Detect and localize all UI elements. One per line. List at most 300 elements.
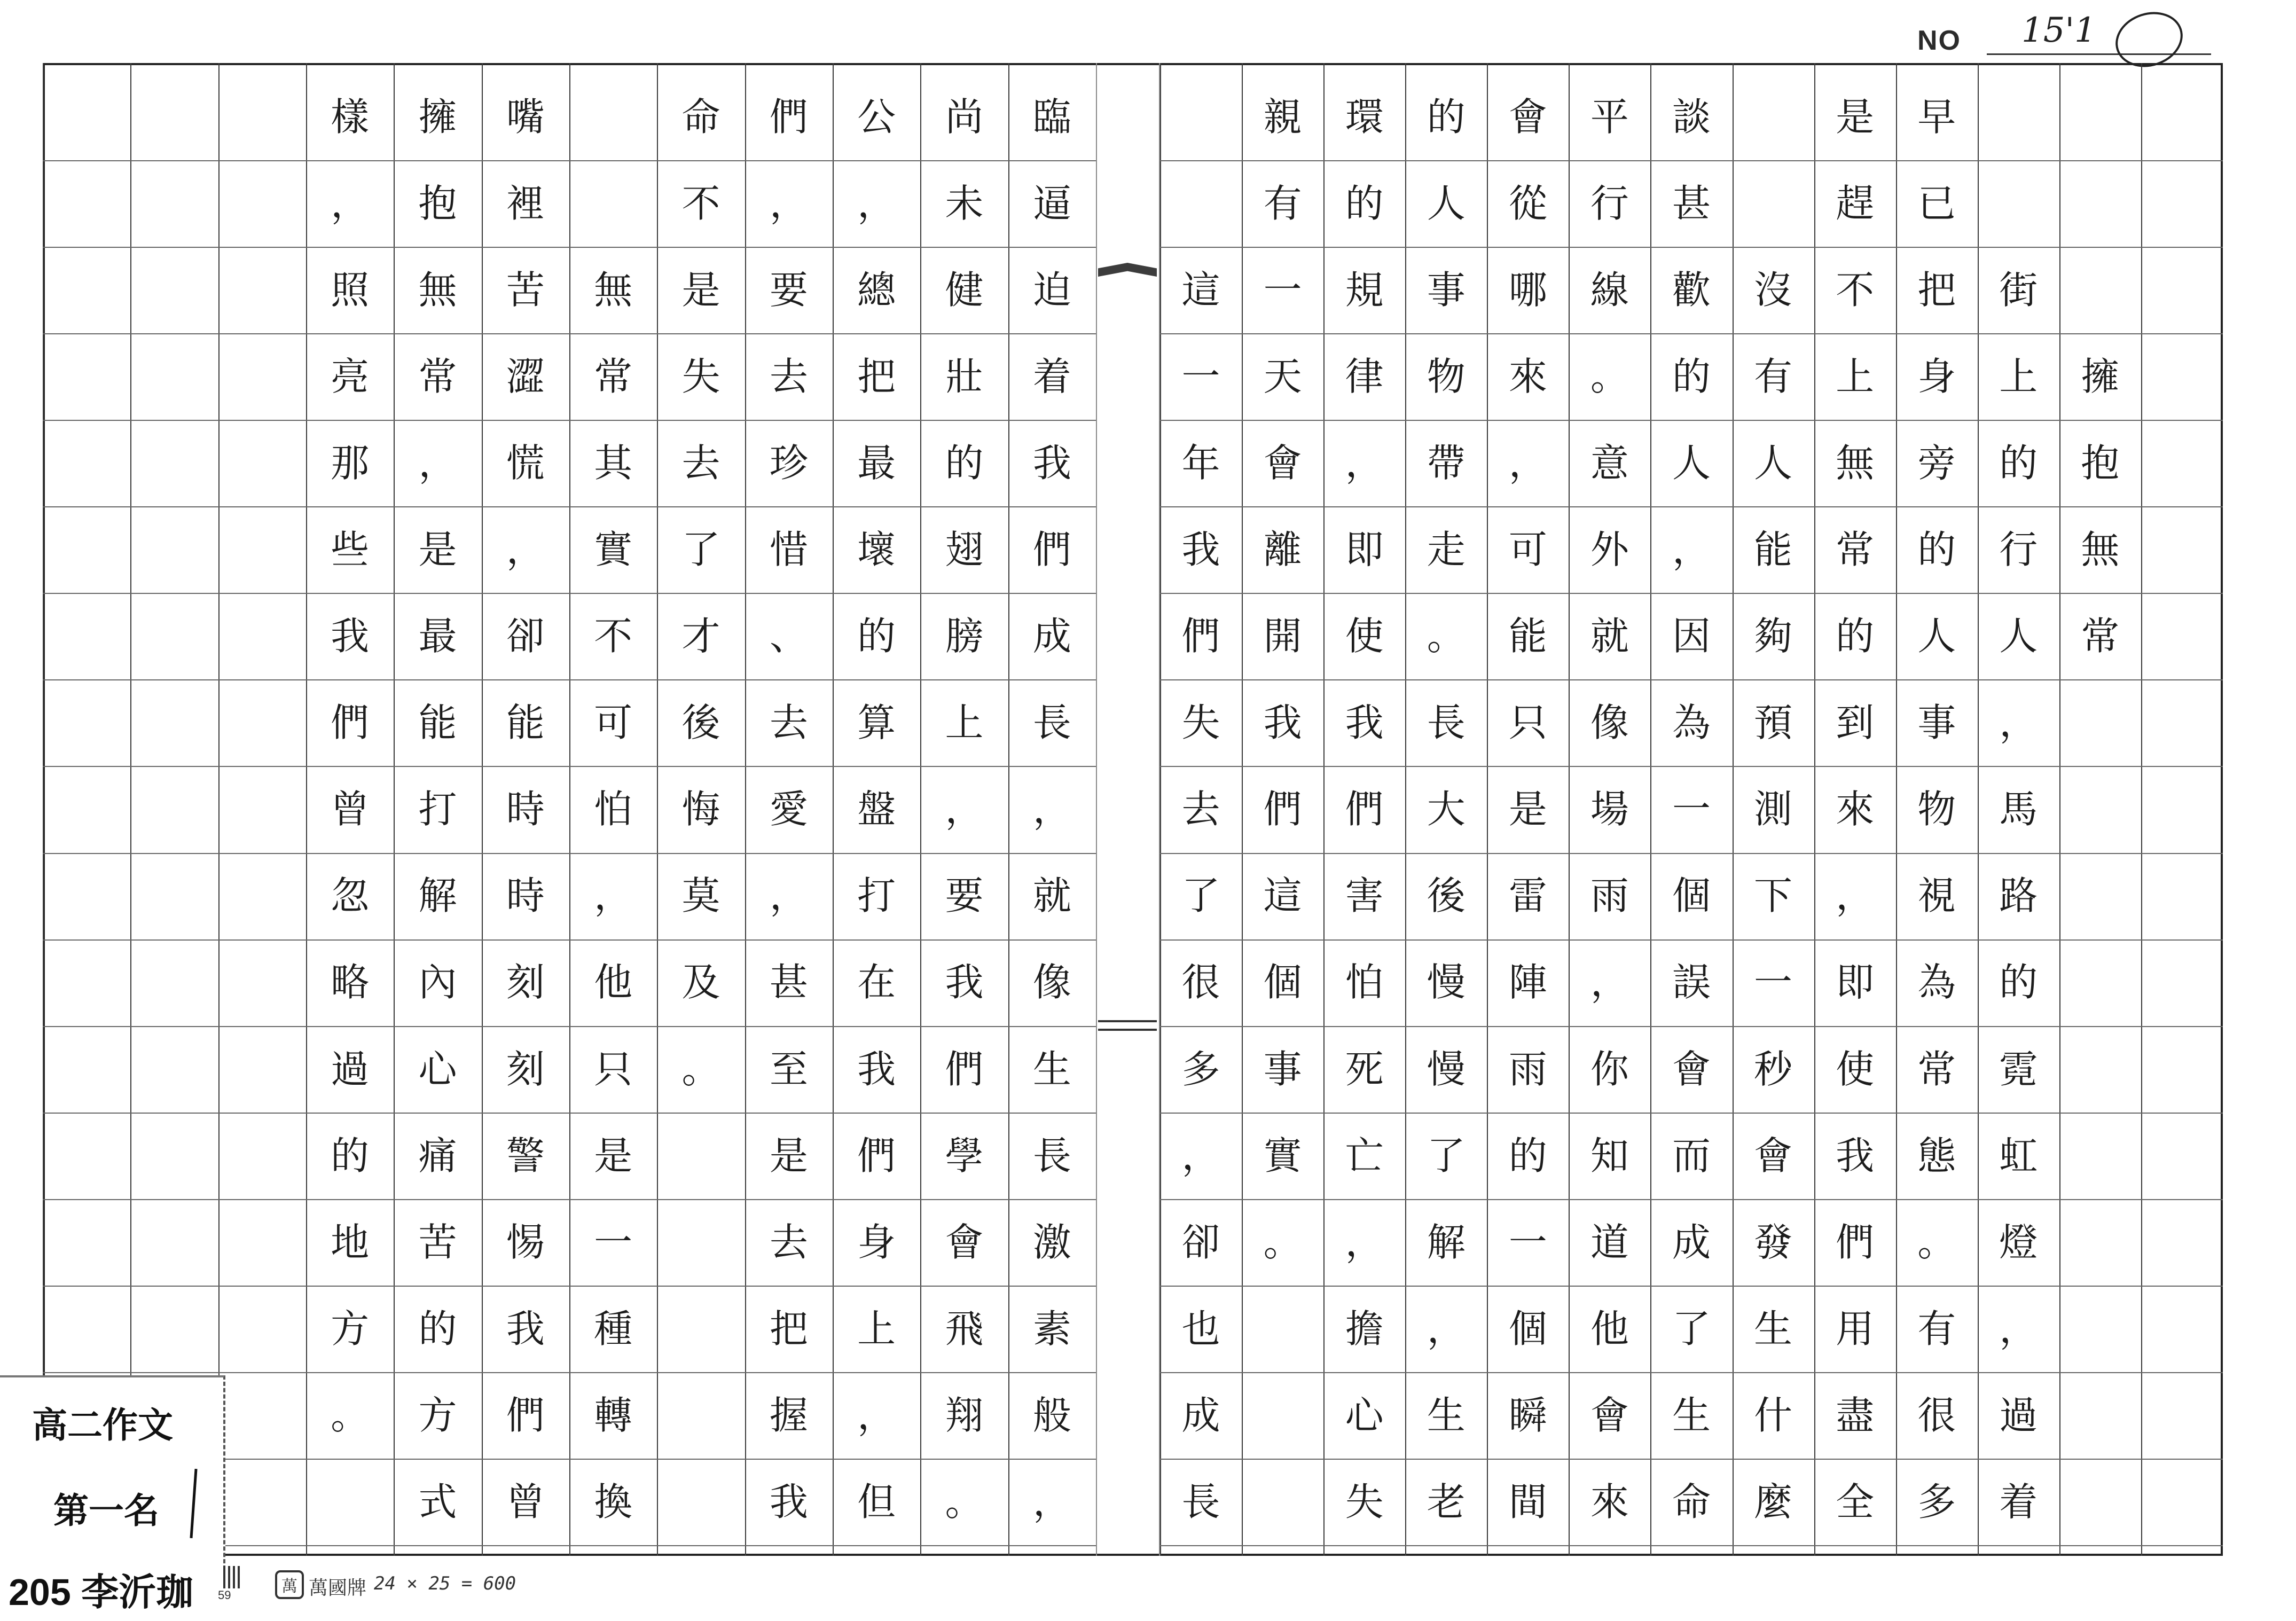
essay-char: 我	[1181, 527, 1220, 573]
essay-char: 擁	[418, 95, 457, 140]
essay-char: 們	[1836, 1219, 1875, 1265]
essay-char: 會	[1672, 1046, 1711, 1092]
essay-char: 行	[1590, 181, 1629, 226]
essay-char: 去	[769, 1219, 808, 1265]
essay-char	[130, 420, 218, 506]
essay-char	[43, 766, 130, 852]
essay-char: 線	[1590, 268, 1629, 313]
essay-char: 有	[1754, 354, 1793, 400]
essay-char: 帶	[1427, 441, 1466, 486]
essay-char: 來	[1508, 354, 1547, 400]
essay-column	[833, 74, 920, 1548]
essay-char: ，	[1345, 1219, 1384, 1265]
number-underline	[1987, 53, 2211, 55]
essay-char: 你	[1590, 1046, 1629, 1092]
essay-char: 抱	[2081, 441, 2120, 486]
essay-char: 人	[1672, 441, 1711, 486]
essay-char: 但	[857, 1479, 896, 1524]
essay-char	[43, 506, 130, 593]
essay-char: 照	[331, 268, 370, 313]
essay-char: 成	[1032, 614, 1071, 659]
essay-column	[218, 74, 306, 1548]
essay-char: ，	[1836, 873, 1875, 919]
essay-char	[2141, 1459, 2223, 1545]
essay-char: 沒	[1754, 268, 1793, 313]
essay-char: 卻	[506, 614, 545, 659]
essay-char	[1160, 74, 1242, 160]
essay-char: 身	[857, 1219, 896, 1265]
essay-char	[2141, 1113, 2223, 1199]
essay-char	[43, 420, 130, 506]
essay-char: 開	[1263, 614, 1302, 659]
essay-char: 轉	[594, 1392, 633, 1438]
essay-char: 種	[594, 1306, 633, 1351]
essay-char: 裡	[506, 181, 545, 226]
essay-char	[2141, 679, 2223, 766]
essay-char: 苦	[506, 268, 545, 313]
essay-char	[1242, 1459, 1323, 1545]
essay-char: 健	[945, 268, 984, 313]
essay-char: 那	[331, 441, 370, 486]
essay-char: 來	[1590, 1479, 1629, 1524]
essay-char: 慢	[1427, 1046, 1466, 1092]
essay-char	[43, 852, 130, 939]
essay-char: 大	[1427, 787, 1466, 832]
essay-char: 。	[1590, 354, 1629, 400]
essay-char	[2141, 1026, 2223, 1113]
essay-char: 我	[945, 960, 984, 1005]
essay-char: 方	[418, 1392, 457, 1438]
essay-char: 激	[1032, 1219, 1071, 1265]
essay-char: 一	[1508, 1219, 1547, 1265]
essay-char: 生	[1754, 1306, 1793, 1351]
essay-column	[569, 74, 657, 1548]
essay-char: 個	[1263, 960, 1302, 1005]
essay-char: 們	[945, 1046, 984, 1092]
essay-char	[2059, 1459, 2141, 1545]
essay-column	[1405, 74, 1487, 1548]
essay-char: 什	[1754, 1392, 1793, 1438]
essay-char	[2059, 1286, 2141, 1372]
essay-char: 誤	[1672, 960, 1711, 1005]
essay-char: 失	[681, 354, 720, 400]
essay-char: 我	[769, 1479, 808, 1524]
essay-char: 知	[1590, 1133, 1629, 1178]
essay-char: 早	[1917, 95, 1956, 140]
essay-char: 預	[1754, 700, 1793, 746]
essay-char: 人	[1917, 614, 1956, 659]
essay-char: 的	[1999, 441, 2038, 486]
essay-char	[218, 852, 306, 939]
essay-char	[657, 1372, 745, 1459]
essay-char: 就	[1032, 873, 1071, 919]
essay-char	[218, 333, 306, 420]
essay-char: 至	[769, 1046, 808, 1092]
essay-char: 些	[331, 527, 370, 573]
essay-column	[394, 74, 481, 1548]
essay-char: 多	[1917, 1479, 1956, 1524]
essay-char: 命	[1672, 1479, 1711, 1524]
essay-char: 物	[1917, 787, 1956, 832]
essay-char	[218, 506, 306, 593]
essay-char: 人	[1999, 614, 2038, 659]
essay-char: 人	[1754, 441, 1793, 486]
essay-char: 雷	[1508, 873, 1547, 919]
essay-char	[43, 160, 130, 247]
essay-column	[1323, 74, 1405, 1548]
essay-char	[43, 74, 130, 160]
essay-char: 哪	[1508, 268, 1547, 313]
essay-char: 算	[857, 700, 896, 746]
essay-char: 很	[1917, 1392, 1956, 1438]
essay-char	[2141, 1286, 2223, 1372]
essay-char: 即	[1345, 527, 1384, 573]
essay-char	[218, 593, 306, 679]
essay-char: 會	[1590, 1392, 1629, 1438]
essay-char: 可	[594, 700, 633, 746]
essay-char	[130, 1026, 218, 1113]
essay-column	[1814, 74, 1896, 1548]
essay-char: 從	[1508, 181, 1547, 226]
essay-char: 雨	[1590, 873, 1629, 919]
essay-char: 會	[1754, 1133, 1793, 1178]
essay-char: 式	[418, 1479, 457, 1524]
essay-char: 可	[1508, 527, 1547, 573]
essay-char: 們	[331, 700, 370, 746]
essay-char: 事	[1427, 268, 1466, 313]
essay-char	[218, 1199, 306, 1286]
essay-char: 莫	[681, 873, 720, 919]
essay-char: 是	[418, 527, 457, 573]
essay-char	[2141, 74, 2223, 160]
essay-char: 一	[1263, 268, 1302, 313]
essay-char: 的	[418, 1306, 457, 1351]
essay-char: 一	[1672, 787, 1711, 832]
essay-char: 夠	[1754, 614, 1793, 659]
essay-char: 為	[1917, 960, 1956, 1005]
essay-char: 內	[418, 960, 457, 1005]
barcode-icon	[223, 1566, 242, 1588]
essay-char: 把	[857, 354, 896, 400]
essay-char: 壯	[945, 354, 984, 400]
essay-char: 略	[331, 960, 370, 1005]
essay-char: 因	[1672, 614, 1711, 659]
essay-char: 命	[681, 95, 720, 140]
essay-char: 們	[1181, 614, 1220, 659]
essay-char: 去	[769, 354, 808, 400]
essay-char: 失	[1181, 700, 1220, 746]
essay-char	[2141, 247, 2223, 333]
binding-band-left-edge	[1096, 63, 1097, 1556]
essay-char	[2059, 939, 2141, 1025]
essay-char: 抱	[418, 181, 457, 226]
essay-char: 過	[1999, 1392, 2038, 1438]
essay-column	[1896, 74, 1978, 1548]
essay-char: 他	[1590, 1306, 1629, 1351]
essay-char: 曾	[506, 1479, 545, 1524]
essay-char: 了	[1427, 1133, 1466, 1178]
essay-column	[1978, 74, 2059, 1548]
essay-char: ，	[1999, 1306, 2038, 1351]
essay-char: 們	[769, 95, 808, 140]
essay-char: 多	[1181, 1046, 1220, 1092]
essay-char: 。	[331, 1392, 370, 1438]
essay-char: ，	[1508, 441, 1547, 486]
essay-char	[2141, 593, 2223, 679]
essay-char: 素	[1032, 1306, 1071, 1351]
essay-column	[1008, 74, 1096, 1548]
essay-char: 換	[594, 1479, 633, 1524]
essay-char: 是	[594, 1133, 633, 1178]
essay-char: 我	[506, 1306, 545, 1351]
essay-column	[306, 74, 394, 1548]
essay-char: ，	[1999, 700, 2038, 746]
essay-char	[130, 939, 218, 1025]
essay-char	[130, 1199, 218, 1286]
essay-char: 常	[1836, 527, 1875, 573]
essay-column	[1569, 74, 1650, 1548]
essay-char: 像	[1590, 700, 1629, 746]
essay-char: 後	[681, 700, 720, 746]
essay-char: 態	[1917, 1133, 1956, 1178]
essay-char: 而	[1672, 1133, 1711, 1178]
essay-char: 了	[1672, 1306, 1711, 1351]
essay-char: ，	[1345, 441, 1384, 486]
essay-char: 實	[594, 527, 633, 573]
essay-char: 怕	[594, 787, 633, 832]
essay-column	[920, 74, 1008, 1548]
essay-char: ，	[331, 181, 370, 226]
essay-char: 到	[1836, 700, 1875, 746]
essay-char: 有	[1263, 181, 1302, 226]
essay-char: ，	[945, 787, 984, 832]
essay-char	[218, 1113, 306, 1199]
essay-char: 惕	[506, 1219, 545, 1265]
essay-char: ，	[1590, 960, 1629, 1005]
essay-char: 。	[1917, 1219, 1956, 1265]
essay-char: 很	[1181, 960, 1220, 1005]
essay-char: 視	[1917, 873, 1956, 919]
essay-char: 方	[331, 1306, 370, 1351]
essay-char: 擁	[2081, 354, 2120, 400]
essay-char: 年	[1181, 441, 1220, 486]
essay-char: 解	[1427, 1219, 1466, 1265]
essay-char: 膀	[945, 614, 984, 659]
essay-char: 。	[945, 1479, 984, 1524]
essay-char: 常	[1917, 1046, 1956, 1092]
essay-char: 事	[1263, 1046, 1302, 1092]
essay-char: 老	[1427, 1479, 1466, 1524]
essay-char: 翔	[945, 1392, 984, 1438]
essay-char: 無	[594, 268, 633, 313]
number-label: NO	[1917, 25, 1961, 56]
essay-char: 場	[1590, 787, 1629, 832]
essay-char	[569, 160, 657, 247]
essay-char: 才	[681, 614, 720, 659]
essay-char: 即	[1836, 960, 1875, 1005]
essay-char	[1242, 1372, 1323, 1459]
essay-char: 就	[1590, 614, 1629, 659]
essay-char: 常	[418, 354, 457, 400]
essay-char	[2141, 852, 2223, 939]
essay-char: 珍	[769, 441, 808, 486]
essay-char: 的	[1672, 354, 1711, 400]
essay-char: 間	[1508, 1479, 1547, 1524]
essay-column	[482, 74, 569, 1548]
essay-char: 是	[769, 1133, 808, 1178]
essay-char	[218, 766, 306, 852]
essay-char: 的	[1508, 1133, 1547, 1178]
essay-char: 律	[1345, 354, 1384, 400]
essay-column	[1733, 74, 1814, 1548]
essay-char: 能	[1508, 614, 1547, 659]
essay-char: 的	[1345, 181, 1384, 226]
essay-char: 我	[1032, 441, 1071, 486]
essay-char: 把	[1917, 268, 1956, 313]
essay-char: 悔	[681, 787, 720, 832]
essay-char: 地	[331, 1219, 370, 1265]
essay-char: 趕	[1836, 181, 1875, 226]
essay-char: ，	[594, 873, 633, 919]
essay-char: 我	[857, 1046, 896, 1092]
essay-char: 要	[769, 268, 808, 313]
essay-char: 行	[1999, 527, 2038, 573]
essay-char: 上	[945, 700, 984, 746]
essay-char: ，	[1032, 1479, 1071, 1524]
essay-char: 也	[1181, 1306, 1220, 1351]
essay-char	[130, 852, 218, 939]
essay-char: 澀	[506, 354, 545, 400]
essay-char: 慌	[506, 441, 545, 486]
essay-char: 公	[857, 95, 896, 140]
essay-char: 是	[1508, 787, 1547, 832]
essay-char: 握	[769, 1392, 808, 1438]
essay-char: 去	[681, 441, 720, 486]
essay-char: 翅	[945, 527, 984, 573]
essay-char: 般	[1032, 1392, 1071, 1438]
essay-char: 成	[1672, 1219, 1711, 1265]
essay-char: 走	[1427, 527, 1466, 573]
essay-char: 飛	[945, 1306, 984, 1351]
essay-char: 有	[1917, 1306, 1956, 1351]
essay-char	[2059, 247, 2141, 333]
essay-char: 只	[594, 1046, 633, 1092]
essay-char	[2141, 1372, 2223, 1459]
essay-char	[218, 247, 306, 333]
essay-char	[1160, 160, 1242, 247]
essay-char: 上	[1999, 354, 2038, 400]
essay-char	[2059, 1026, 2141, 1113]
essay-char: 個	[1508, 1306, 1547, 1351]
essay-char: 警	[506, 1133, 545, 1178]
essay-char	[1978, 160, 2059, 247]
essay-char: 解	[418, 873, 457, 919]
essay-char: 用	[1836, 1306, 1875, 1351]
essay-char: 痛	[418, 1133, 457, 1178]
essay-char: 旁	[1917, 441, 1956, 486]
essay-char	[2141, 333, 2223, 420]
essay-char: 嘴	[506, 95, 545, 140]
essay-char: 能	[418, 700, 457, 746]
essay-char: 怕	[1345, 960, 1384, 1005]
essay-char	[218, 1286, 306, 1372]
essay-char: 道	[1590, 1219, 1629, 1265]
brand-name: 萬國牌	[309, 1577, 367, 1599]
essay-column	[657, 74, 745, 1548]
essay-char: 環	[1345, 95, 1384, 140]
essay-char: 談	[1672, 95, 1711, 140]
essay-char: 的	[857, 614, 896, 659]
essay-char	[2059, 852, 2141, 939]
essay-char: 時	[506, 873, 545, 919]
grid-spec: 24 × 25 = 600	[374, 1573, 516, 1594]
essay-char	[569, 74, 657, 160]
essay-char	[1733, 160, 1814, 247]
essay-char: 這	[1263, 873, 1302, 919]
essay-char: 樣	[331, 95, 370, 140]
essay-char: 上	[857, 1306, 896, 1351]
essay-char: 只	[1508, 700, 1547, 746]
essay-char: 長	[1032, 1133, 1071, 1178]
essay-char: ，	[857, 1392, 896, 1438]
essay-char	[43, 1113, 130, 1199]
essay-char: 臨	[1032, 95, 1071, 140]
award-rank: 第一名	[53, 1491, 159, 1530]
essay-char: 親	[1263, 95, 1302, 140]
essay-char: 歡	[1672, 268, 1711, 313]
essay-char: 無	[2081, 527, 2120, 573]
essay-char: 陣	[1508, 960, 1547, 1005]
essay-char: 最	[857, 441, 896, 486]
essay-char: 的	[1427, 95, 1466, 140]
essay-char: 他	[594, 960, 633, 1005]
essay-char: 學	[945, 1133, 984, 1178]
essay-char	[130, 333, 218, 420]
essay-char	[218, 1459, 306, 1545]
essay-char: 人	[1427, 181, 1466, 226]
essay-char	[130, 506, 218, 593]
essay-char: 死	[1345, 1046, 1384, 1092]
essay-char: 去	[769, 700, 808, 746]
essay-char: 慢	[1427, 960, 1466, 1005]
essay-char: 。	[1263, 1219, 1302, 1265]
essay-char	[306, 1459, 394, 1545]
essay-char: ，	[857, 181, 896, 226]
essay-char: 我	[331, 614, 370, 659]
essay-char: 是	[681, 268, 720, 313]
essay-char: 卻	[1181, 1219, 1220, 1265]
essay-char: 馬	[1999, 787, 2038, 832]
essay-char: 一	[594, 1219, 633, 1265]
essay-char	[218, 939, 306, 1025]
essay-char	[657, 1199, 745, 1286]
essay-char: 們	[1032, 527, 1071, 573]
essay-char	[130, 1286, 218, 1372]
essay-char	[2141, 506, 2223, 593]
essay-char: 其	[594, 441, 633, 486]
essay-char	[218, 679, 306, 766]
essay-char: 苦	[418, 1219, 457, 1265]
essay-char	[657, 1113, 745, 1199]
essay-char	[43, 247, 130, 333]
essay-char: 在	[857, 960, 896, 1005]
essay-char: 把	[769, 1306, 808, 1351]
essay-char	[1242, 1286, 1323, 1372]
essay-char: 離	[1263, 527, 1302, 573]
essay-char: 後	[1427, 873, 1466, 919]
essay-char: 不	[1836, 268, 1875, 313]
essay-char: 會	[1508, 95, 1547, 140]
